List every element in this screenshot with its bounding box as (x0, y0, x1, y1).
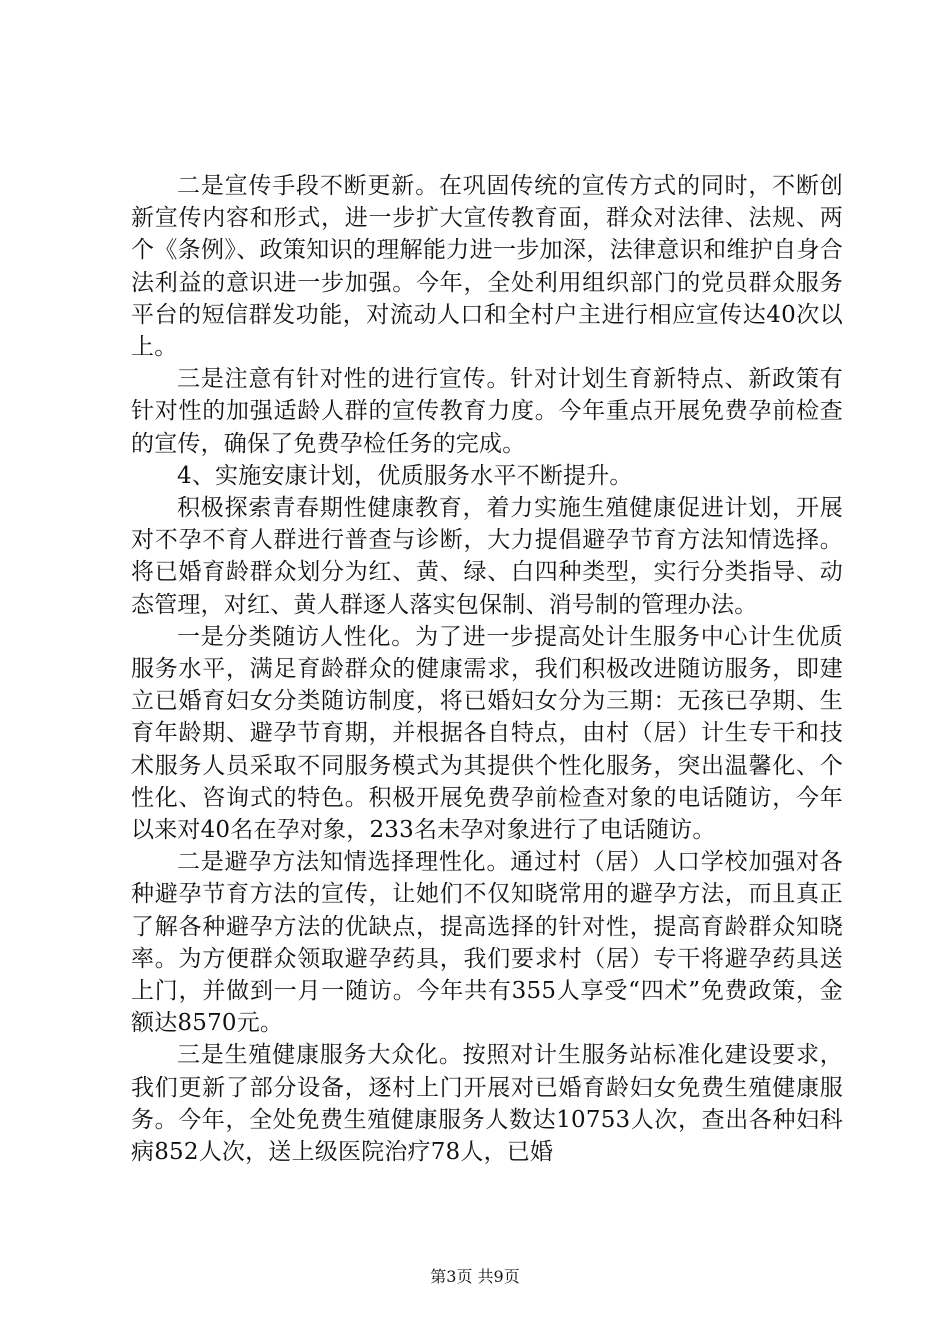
page-footer (0, 1267, 950, 1287)
section-heading-ankang-plan: 4、实施安康计划，优质服务水平不断提升。 (177, 462, 633, 489)
paragraph-health-services: 三是生殖健康服务大众化。按照对计生服务站标准化建设要求，我们更新了部分设备，逐村上门开展对已婚育龄妇女免费生殖健康服务。今年，全处免费生殖健康服务人数达10753人次，查出各种妇科病852人次，送上级医院治疗78人，已婚 (131, 1042, 843, 1166)
page-number: 第3页 共9页 (430, 1267, 520, 1286)
paragraph-follow-up-visits: 一是分类随访人性化。为了进一步提高处计生服务中心计生优质服务水平，满足育龄群众的健康需求，我们积极改进随访服务，即建立已婚育妇女分类随访制度，将已婚妇女分为三期：无孩已孕期、生育年龄期、避孕节育期，并根据各自特点，由村（居）计生专干和技术服务人员采取不同服务模式为其提供个性化服务，突出温馨化、个性化、咨询式的特色。积极开展免费孕前检查对象的电话随访，今年以来对40名在孕对象，233名未孕对象进行了电话随访。 (131, 623, 843, 844)
paragraph-publicity-methods: 二是宣传手段不断更新。在巩固传统的宣传方式的同时，不断创新宣传内容和形式，进一步扩大宣传教育面，群众对法律、法规、两个《条例》、政策知识的理解能力进一步加深，法律意识和维护自身合法利益的意识进一步加强。今年，全处利用组织部门的党员群众服务平台的短信群发功能，对流动人口和全村户主进行相应宣传达40次以上。 (131, 173, 843, 361)
paragraph-targeted-publicity: 三是注意有针对性的进行宣传。针对计划生育新特点、新政策有针对性的加强适龄人群的宣传教育力度。今年重点开展免费孕前检查的宣传，确保了免费孕检任务的完成。 (131, 366, 843, 457)
paragraph-contraception-choice: 二是避孕方法知情选择理性化。通过村（居）人口学校加强对各种避孕节育方法的宣传，让她们不仅知晓常用的避孕方法，而且真正了解各种避孕方法的优缺点，提高选择的针对性，提高育龄群众知晓率。为方便群众领取避孕药具，我们要求村（居）专干将避孕药具送上门，并做到一月一随访。今年共有355人享受“四术”免费政策，金额达8570元。 (131, 849, 843, 1037)
body-text (131, 170, 843, 1168)
paragraph-reproductive-health: 积极探索青春期性健康教育，着力实施生殖健康促进计划，开展对不孕不育人群进行普查与诊断，大力提倡避孕节育方法知情选择。将已婚育龄群众划分为红、黄、绿、白四种类型，实行分类指导、动态管理，对红、黄人群逐人落实包保制、消号制的管理办法。 (131, 495, 843, 618)
